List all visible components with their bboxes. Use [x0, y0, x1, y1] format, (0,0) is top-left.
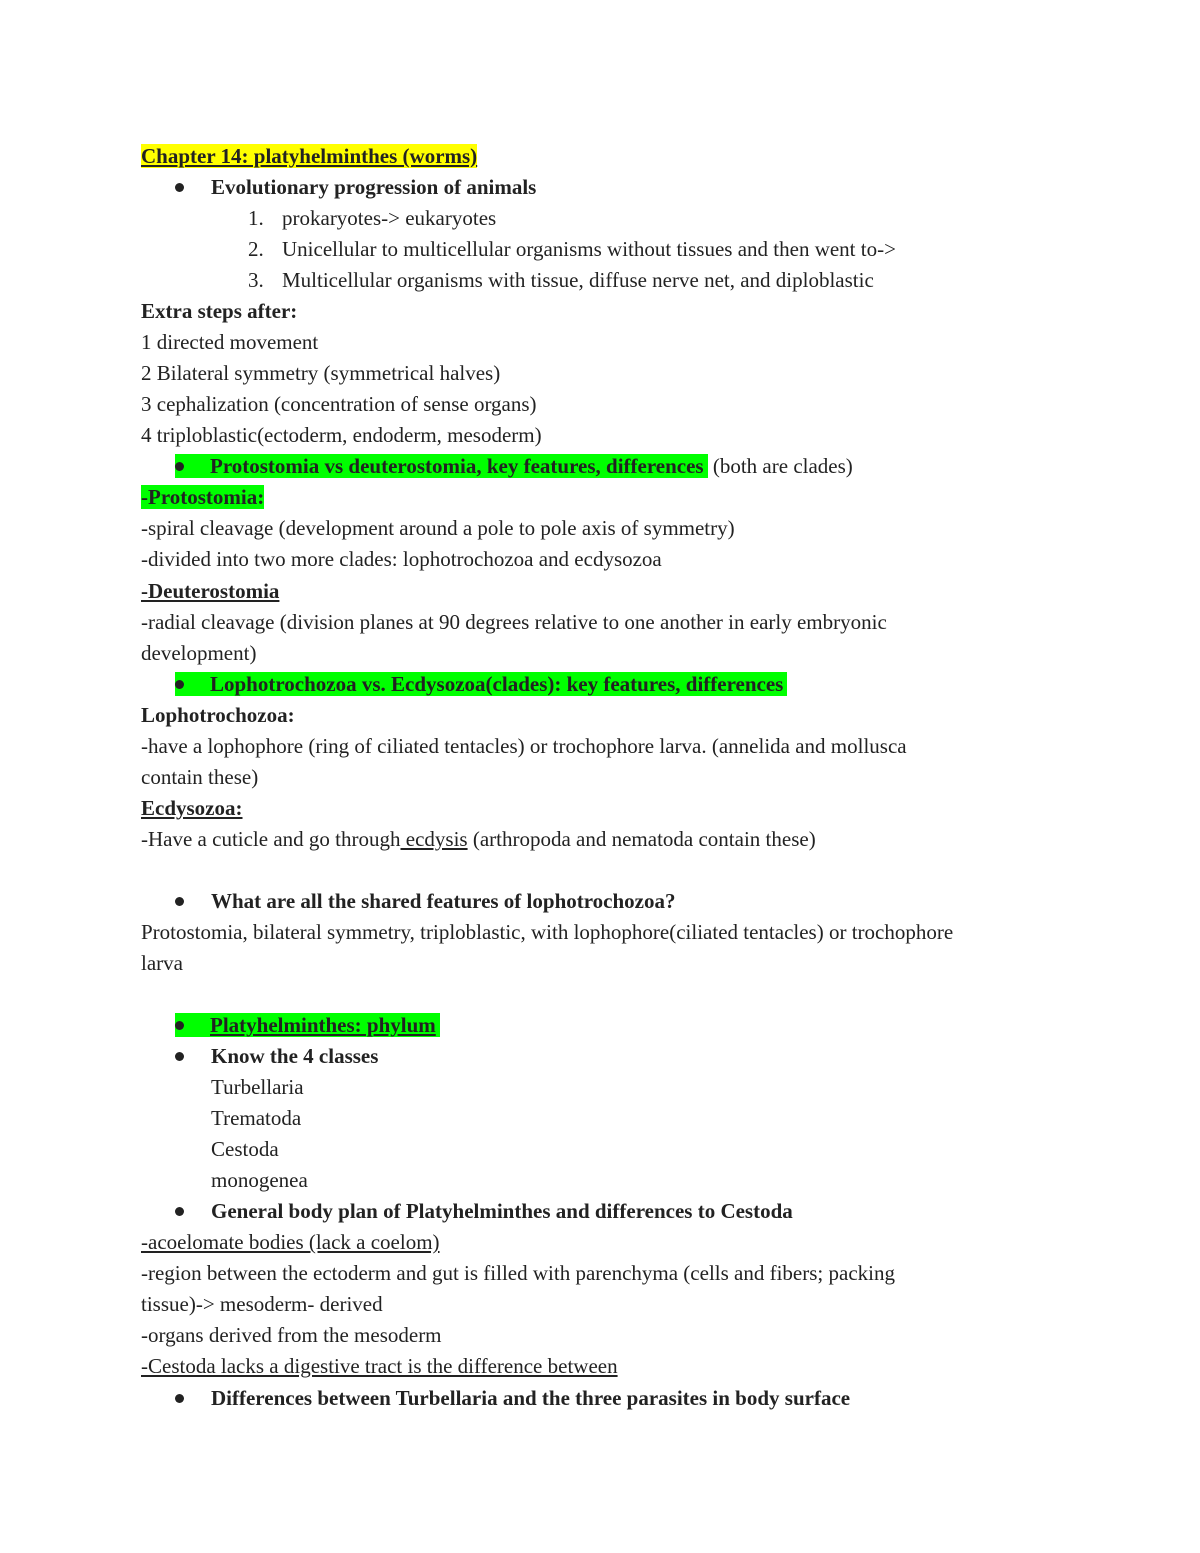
deuterostomia-label: -Deuterostomia: [141, 579, 280, 603]
bullet-icon: [175, 1196, 184, 1227]
step-item: 4 triploblastic(ectoderm, endoderm, mesoderm): [141, 423, 542, 447]
platy-phylum-heading-row: Platyhelminthes: phylum: [175, 1010, 440, 1041]
list-number: 3.: [248, 268, 264, 292]
protostomia-label: -Protostomia:: [141, 485, 265, 509]
classes-heading: Know the 4 classes: [211, 1044, 379, 1068]
bullet-icon: [175, 1383, 184, 1414]
deuterostomia-line: -radial cleavage (division planes at 90 degrees relative to one another in early embryonic: [141, 610, 887, 634]
protostomia-line: -spiral cleavage (development around a pole to pole axis of symmetry): [141, 516, 735, 540]
list-number: 1.: [248, 206, 264, 230]
bullet-icon: [175, 1021, 184, 1030]
ecdysozoa-line: -Have a cuticle and go through ecdysis (arthropoda and nematoda contain these): [141, 827, 816, 851]
step-item: 1 directed movement: [141, 330, 319, 354]
bullet-icon: [175, 172, 184, 203]
chapter-title: Chapter 14: platyhelminthes (worms): [141, 144, 478, 168]
body-plan-line: -Cestoda lacks a digestive tract is the difference between: [141, 1354, 618, 1378]
list-item: Multicellular organisms with tissue, diffuse nerve net, and diploblastic: [282, 268, 874, 292]
list-item: Unicellular to multicellular organisms without tissues and then went to->: [282, 237, 896, 261]
deuterostomia-line: development): [141, 641, 257, 665]
shared-features-line: larva: [141, 951, 183, 975]
step-item: 3 cephalization (concentration of sense organs): [141, 392, 537, 416]
class-item: Cestoda: [211, 1137, 279, 1161]
body-plan-heading: General body plan of Platyhelminthes and differences to Cestoda: [211, 1199, 793, 1223]
body-plan-line: -acoelomate bodies (lack a coelom): [141, 1230, 440, 1254]
list-item: prokaryotes-> eukaryotes: [282, 206, 497, 230]
bullet-icon: [175, 886, 184, 917]
lopho-ecdy-heading-row: Lophotrochozoa vs. Ecdysozoa(clades): key features, differences: [175, 669, 787, 700]
protostomia-line: -divided into two more clades: lophotrochozoa and ecdysozoa: [141, 547, 662, 571]
body-plan-line: -region between the ectoderm and gut is filled with parenchyma (cells and fibers; packing: [141, 1261, 895, 1285]
class-item: monogenea: [211, 1168, 308, 1192]
class-item: Trematoda: [211, 1106, 302, 1130]
lophotrochozoa-line: -have a lophophore (ring of ciliated tentacles) or trochophore larva. (annelida and mollusca: [141, 734, 907, 758]
body-plan-line: tissue)-> mesoderm- derived: [141, 1292, 383, 1316]
step-item: 2 Bilateral symmetry (symmetrical halves): [141, 361, 501, 385]
proto-deutero-heading-row: Protostomia vs deuterostomia, key features, differences (both are clades): [175, 451, 853, 482]
body-plan-line: -organs derived from the mesoderm: [141, 1323, 442, 1347]
differences-heading: Differences between Turbellaria and the three parasites in body surface: [211, 1386, 851, 1410]
ecdysozoa-label: Ecdysozoa:: [141, 796, 243, 820]
lophotrochozoa-label: Lophotrochozoa:: [141, 703, 295, 727]
lophotrochozoa-line: contain these): [141, 765, 259, 789]
class-item: Turbellaria: [211, 1075, 304, 1099]
extra-steps-heading: Extra steps after:: [141, 299, 298, 323]
ecdysis-term: ecdysis: [400, 827, 468, 851]
shared-features-line: Protostomia, bilateral symmetry, triploblastic, with lophophore(ciliated tentacles) or trochophore: [141, 920, 954, 944]
bullet-icon: [175, 462, 184, 471]
bullet-icon: [175, 680, 184, 689]
bullet-icon: [175, 1041, 184, 1072]
shared-features-heading: What are all the shared features of lophotrochozoa?: [211, 889, 676, 913]
evolution-heading: Evolutionary progression of animals: [211, 175, 537, 199]
list-number: 2.: [248, 237, 264, 261]
